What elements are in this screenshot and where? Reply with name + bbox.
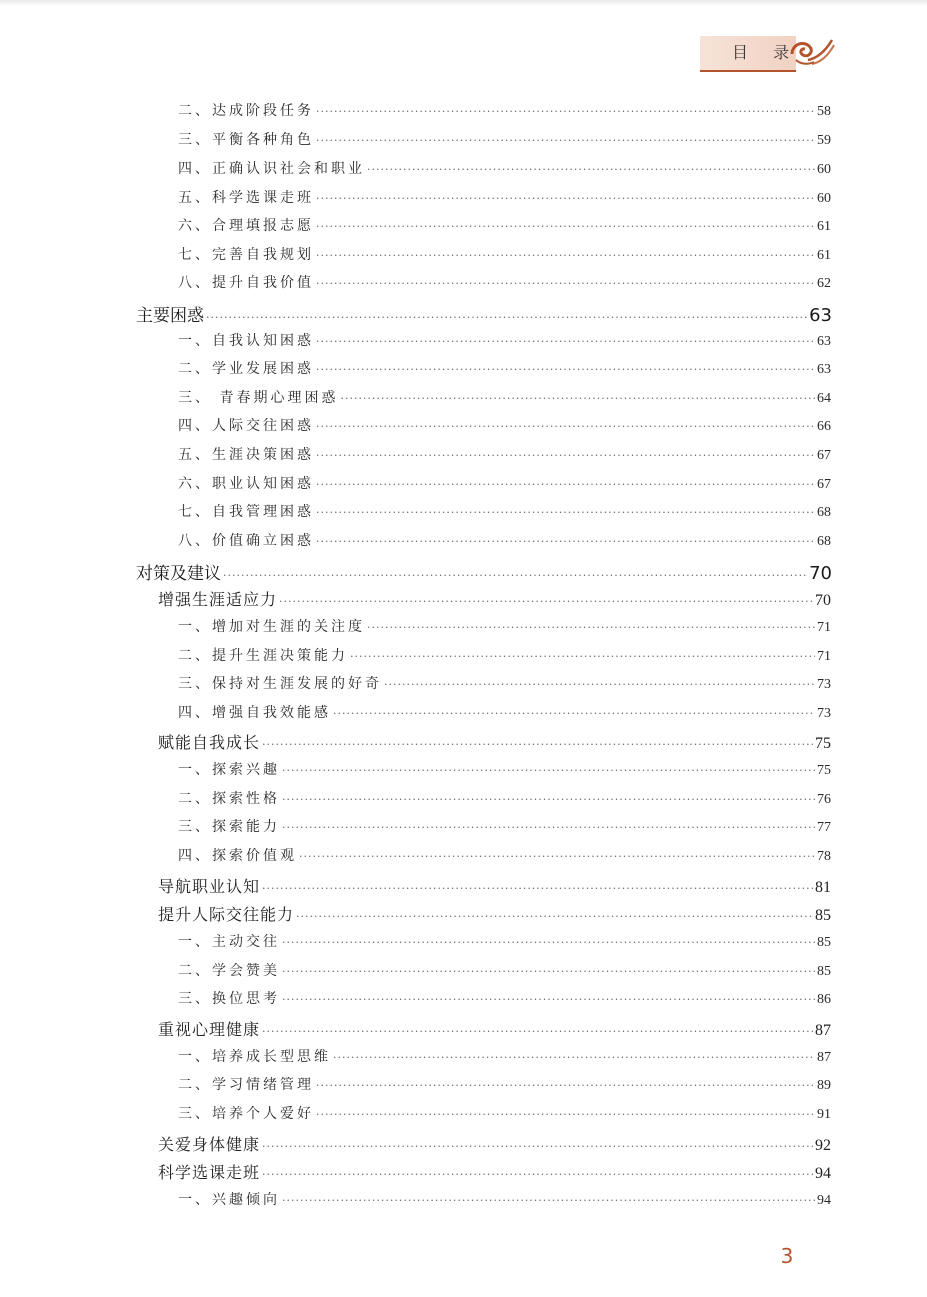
- toc-entry-page: 76: [817, 792, 831, 807]
- toc-entry-title: 一、增加对生涯的关注度: [178, 619, 365, 635]
- toc-entry-title: 主要困惑: [136, 306, 204, 326]
- toc-chapter[interactable]: [136, 301, 832, 327]
- toc-entry-page: 70: [809, 563, 832, 584]
- toc-entry-title: 一、探索兴趣: [178, 762, 280, 778]
- toc-dot-leader: [316, 277, 815, 290]
- toc-entry-title: 三、平衡各种角色: [178, 132, 314, 148]
- toc-dot-leader: [279, 595, 813, 608]
- toc-entry-title: 三、保持对生涯发展的好奇: [178, 676, 382, 692]
- toc-entry[interactable]: [178, 960, 831, 986]
- toc-entry[interactable]: [178, 673, 831, 699]
- toc-entry-title: 五、生涯决策困惑: [178, 447, 314, 463]
- toc-section[interactable]: [158, 874, 831, 900]
- toc-entry[interactable]: [178, 501, 831, 527]
- toc-entry-page: 62: [817, 276, 831, 291]
- toc-dot-leader: [262, 1140, 813, 1153]
- toc-entry-title: 一、自我认知困惑: [178, 333, 314, 349]
- toc-entry-page: 70: [815, 592, 831, 609]
- toc-section[interactable]: [158, 730, 831, 756]
- toc-dot-leader: [282, 993, 815, 1006]
- toc-entry-page: 67: [817, 448, 831, 463]
- toc-dot-leader: [316, 363, 815, 376]
- toc-dot-leader: [367, 621, 815, 634]
- toc-entry[interactable]: [178, 129, 831, 155]
- toc-dot-leader: [316, 478, 815, 491]
- toc-entry-title: 三、换位思考: [178, 991, 280, 1007]
- toc-entry-title: 四、探索价值观: [178, 848, 297, 864]
- toc-dot-leader: [316, 1079, 815, 1092]
- toc-dot-leader: [262, 1168, 813, 1181]
- toc-dot-leader: [262, 882, 813, 895]
- toc-dot-leader: [282, 965, 815, 978]
- toc-entry-page: 75: [817, 763, 831, 778]
- toc-entry-page: 89: [817, 1078, 831, 1093]
- toc-entry-title: 二、学业发展困惑: [178, 361, 314, 377]
- toc-dot-leader: [316, 449, 815, 462]
- toc-entry[interactable]: [178, 988, 831, 1014]
- toc-entry-title: 重视心理健康: [158, 1020, 261, 1039]
- toc-entry[interactable]: [178, 1074, 831, 1100]
- toc-entry[interactable]: [178, 358, 831, 384]
- toc-section[interactable]: [158, 902, 831, 928]
- toc-entry-title: 三、培养个人爱好: [178, 1106, 314, 1122]
- toc-entry-page: 77: [817, 820, 831, 835]
- toc-entry-page: 60: [817, 162, 831, 177]
- toc-dot-leader: [299, 850, 815, 863]
- toc-dot-leader: [316, 506, 815, 519]
- toc-entry[interactable]: [178, 187, 831, 213]
- toc-entry-page: 87: [815, 1022, 831, 1039]
- toc-entry-page: 71: [817, 620, 831, 635]
- toc-dot-leader: [296, 910, 813, 923]
- toc-entry-title: 三、 青春期心理困惑: [178, 390, 339, 406]
- toc-section[interactable]: [158, 587, 831, 613]
- toc-entry-title: 六、合理填报志愿: [178, 218, 314, 234]
- toc-dot-leader: [316, 249, 815, 262]
- toc-entry-page: 60: [817, 191, 831, 206]
- toc-entry-title: 提升人际交往能力: [158, 905, 295, 924]
- toc-entry-page: 68: [817, 505, 831, 520]
- toc-entry[interactable]: [178, 530, 831, 556]
- toc-entry-page: 78: [817, 849, 831, 864]
- toc-section[interactable]: [158, 1160, 831, 1186]
- toc-entry-page: 85: [817, 964, 831, 979]
- toc-entry-page: 71: [817, 649, 831, 664]
- toc-entry-title: 一、兴趣倾向: [178, 1192, 280, 1208]
- toc-entry[interactable]: [178, 244, 831, 270]
- toc-entry[interactable]: [178, 645, 831, 671]
- toc-entry-title: 二、提升生涯决策能力: [178, 648, 348, 664]
- toc-dot-leader: [333, 707, 815, 720]
- toc-dot-leader: [316, 134, 815, 147]
- toc-entry-title: 科学选课走班: [158, 1163, 261, 1182]
- toc-entry-title: 四、人际交往困惑: [178, 418, 314, 434]
- toc-entry[interactable]: [178, 1046, 831, 1072]
- toc-dot-leader: [262, 738, 813, 751]
- toc-entry-title: 导航职业认知: [158, 877, 261, 896]
- toc-entry[interactable]: [178, 215, 831, 241]
- toc-entry[interactable]: [178, 387, 831, 413]
- toc-dot-leader: [316, 535, 815, 548]
- toc-entry-page: 87: [817, 1050, 831, 1065]
- page-number: 3: [780, 1244, 794, 1268]
- toc-entry-page: 94: [815, 1165, 831, 1182]
- toc-entry-title: 关爱身体健康: [158, 1135, 261, 1154]
- toc-entry-page: 67: [817, 477, 831, 492]
- toc-dot-leader: [316, 335, 815, 348]
- toc-entry[interactable]: [178, 1189, 831, 1215]
- toc-entry-page: 94: [817, 1193, 831, 1208]
- toc-entry-page: 66: [817, 419, 831, 434]
- toc-dot-leader: [316, 105, 815, 118]
- toc-dot-leader: [282, 793, 815, 806]
- toc-entry-page: 61: [817, 248, 831, 263]
- toc-dot-leader: [206, 311, 807, 324]
- toc-dot-leader: [340, 392, 815, 405]
- toc-entry-page: 85: [817, 935, 831, 950]
- toc-dot-leader: [262, 1025, 813, 1038]
- toc-entry-page: 85: [815, 907, 831, 924]
- toc-dot-leader: [282, 936, 815, 949]
- toc-entry[interactable]: [178, 845, 831, 871]
- toc-entry[interactable]: [178, 1103, 831, 1129]
- toc-entry[interactable]: [178, 473, 831, 499]
- toc-dot-leader: [316, 220, 815, 233]
- toc-entry-page: 64: [817, 391, 831, 406]
- toc-entry[interactable]: [178, 616, 831, 642]
- toc-entry[interactable]: [178, 415, 831, 441]
- toc-entry-page: 73: [817, 706, 831, 721]
- toc-section[interactable]: [158, 1132, 831, 1158]
- toc-entry-title: 二、达成阶段任务: [178, 103, 314, 119]
- toc-entry-title: 三、探索能力: [178, 819, 280, 835]
- toc-entry-title: 二、学习情绪管理: [178, 1077, 314, 1093]
- toc-entry-page: 91: [817, 1107, 831, 1122]
- toc-dot-leader: [282, 1194, 815, 1207]
- toc-dot-leader: [223, 569, 807, 582]
- toc-entry-title: 增强生涯适应力: [158, 590, 278, 609]
- toc-entry-title: 八、价值确立困惑: [178, 533, 314, 549]
- toc-entry-page: 73: [817, 677, 831, 692]
- toc-entry-title: 七、自我管理困惑: [178, 504, 314, 520]
- toc-dot-leader: [350, 650, 815, 663]
- toc-entry[interactable]: [178, 330, 831, 356]
- toc-entry-title: 二、探索性格: [178, 791, 280, 807]
- toc-dot-leader: [316, 420, 815, 433]
- toc-entry[interactable]: [178, 444, 831, 470]
- toc-entry-page: 61: [817, 219, 831, 234]
- toc-dot-leader: [316, 192, 815, 205]
- toc-section[interactable]: [158, 1017, 831, 1043]
- toc-entry-title: 一、培养成长型思维: [178, 1049, 331, 1065]
- toc-entry-title: 四、正确认识社会和职业: [178, 161, 365, 177]
- toc-entry-title: 五、科学选课走班: [178, 190, 314, 206]
- toc-entry[interactable]: [178, 702, 831, 728]
- toc-dot-leader: [282, 821, 815, 834]
- toc-entry-title: 六、职业认知困惑: [178, 476, 314, 492]
- toc-dot-leader: [384, 678, 815, 691]
- toc-entry-page: 63: [817, 334, 831, 349]
- toc-dot-leader: [367, 163, 815, 176]
- toc-dot-leader: [282, 764, 815, 777]
- toc-entry-page: 58: [817, 104, 831, 119]
- toc-entry-title: 对策及建议: [136, 564, 221, 584]
- toc-entry-title: 四、增强自我效能感: [178, 705, 331, 721]
- toc-entry[interactable]: [178, 788, 831, 814]
- toc-entry-title: 八、提升自我价值: [178, 275, 314, 291]
- toc-entry-title: 二、学会赞美: [178, 963, 280, 979]
- toc-entry-page: 86: [817, 992, 831, 1007]
- toc-entry[interactable]: [178, 759, 831, 785]
- section-header-label: 目 录: [732, 43, 800, 62]
- toc-entry-title: 一、主动交往: [178, 934, 280, 950]
- toc-chapter[interactable]: [136, 559, 832, 585]
- toc-entry-title: 七、完善自我规划: [178, 247, 314, 263]
- toc-dot-leader: [333, 1051, 815, 1064]
- toc-entry-page: 63: [817, 362, 831, 377]
- toc-entry-page: 59: [817, 133, 831, 148]
- toc-entry-page: 81: [815, 879, 831, 896]
- toc-entry-page: 75: [815, 735, 831, 752]
- toc-entry[interactable]: [178, 100, 831, 126]
- toc-entry[interactable]: [178, 816, 831, 842]
- toc-entry-page: 92: [815, 1137, 831, 1154]
- toc-entry[interactable]: [178, 158, 831, 184]
- toc-dot-leader: [316, 1108, 815, 1121]
- toc-entry-page: 68: [817, 534, 831, 549]
- toc-entry[interactable]: [178, 272, 831, 298]
- toc-entry-page: 63: [809, 305, 832, 326]
- toc-entry-title: 赋能自我成长: [158, 733, 261, 752]
- toc-entry[interactable]: [178, 931, 831, 957]
